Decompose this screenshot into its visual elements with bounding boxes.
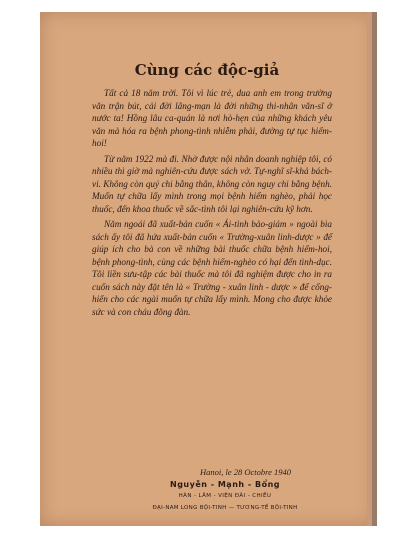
body-text [92, 87, 332, 321]
page-title: Cùng các độc-giả [134, 61, 280, 79]
author-affiliation: ĐẠI-NAM LONG BỘI-TINH — TƯƠNG-TẾ BỘI-TINH [152, 505, 298, 511]
page-edge-outer [372, 12, 377, 526]
paragraph-2: Từ năm 1922 mà đi. Nhờ được nội nhân doanh nghiệp tôi, có nhiều thì giờ mà nghiên-cứu được sách vở. Tự-nghĩ sĩ-khả bách-vi. Không còn quý chi bằng thân, không còn nguy chi bằng bệnh. Muốn tự chữa lấy mình trong mọi bệnh hiểm nghèo, phải học thuốc, đến khoa thuốc về sắc-tình tôi lại nghiên-cứu kỹ hơn. [92, 153, 332, 214]
dateline: Hanoi, le 28 Octobre 1940 [200, 467, 292, 477]
author-title: HÀN - LÂM - VIỆN ĐÃI - CHIẾU [178, 493, 272, 499]
paragraph-1: Tất cả 18 năm trời. Tôi vì lúc trẻ, dua anh em trong trường văn trận bút, cải đời lãng-mạn là đời những thi-nhân văn-sĩ ở nước ta! Hồng lâu ca-quán là nơi hò-hẹn của những khách yêu văn mà hóa ra bệnh phong-tình nhiễm phải, đường tự tục hiểm-hoi! [92, 88, 332, 148]
paragraph-3: Năm ngoái đã xuất-bản cuốn « Ái-tình bảo-giám » ngoài bìa sách ấy tôi đã hứa xuất-bản cuốn « Trường-xuân linh-dược » để giúp ích cho bà con về những bài thuốc chữa bệnh hiểm-hoi, bệnh phong-tình, cùng các bệnh hiểm-nghèo có hại đến tình-dục. Tôi liền sưu-tập các bài thuốc mà tôi đã nghiệm được cho in ra cuốn sách này đặt tên là « Trường - xuân linh - dược » để cống-hiến cho các ngài muốn tự chữa lấy mình. Mong cho được khỏe sức và con cháu đông đàn. [92, 219, 332, 317]
author-name: Nguyễn - Mạnh - Bổng [170, 480, 280, 489]
